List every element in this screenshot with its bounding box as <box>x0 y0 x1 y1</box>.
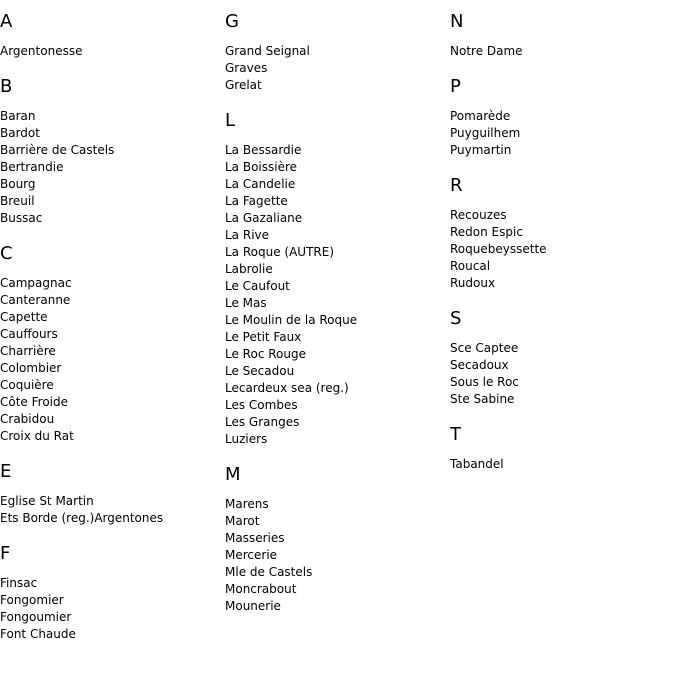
group-letter-heading: F <box>0 543 11 564</box>
group-item-list <box>225 43 445 94</box>
group-letter-heading: R <box>450 175 463 196</box>
place-item[interactable]: Marot <box>225 514 260 528</box>
place-item[interactable]: Crabidou <box>0 412 55 426</box>
place-item[interactable]: La Bessardie <box>225 143 302 157</box>
letter-group-p <box>450 75 670 159</box>
index-column-3 <box>450 10 670 488</box>
place-item[interactable]: Secadoux <box>450 358 509 372</box>
letter-group-m <box>225 463 445 615</box>
letter-group-e <box>0 460 220 527</box>
group-letter-heading: T <box>450 424 461 445</box>
place-item[interactable]: Fongomier <box>0 593 64 607</box>
place-item[interactable]: Pomarède <box>450 109 511 123</box>
place-item[interactable]: Sce Captee <box>450 341 519 355</box>
letter-group-r <box>450 174 670 292</box>
place-item[interactable]: Le Petit Faux <box>225 330 302 344</box>
place-item[interactable]: Ets Borde (reg.)Argentones <box>0 511 164 525</box>
place-item[interactable]: Font Chaude <box>0 627 76 641</box>
place-item[interactable]: Eglise St Martin <box>0 494 94 508</box>
place-item[interactable]: Masseries <box>225 531 285 545</box>
group-item-list <box>450 456 670 473</box>
place-item[interactable]: Puymartin <box>450 143 512 157</box>
place-item[interactable]: Côte Froide <box>0 395 68 409</box>
place-item[interactable]: Charrière <box>0 344 56 358</box>
place-item[interactable]: Colombier <box>0 361 62 375</box>
place-item[interactable]: La Boissière <box>225 160 298 174</box>
letter-group-a <box>0 10 220 60</box>
place-item[interactable]: Cauffours <box>0 327 58 341</box>
index-column-2 <box>225 10 445 630</box>
place-item[interactable]: Redon Espic <box>450 225 523 239</box>
place-item[interactable]: Croix du Rat <box>0 429 74 443</box>
place-item[interactable]: La Candelie <box>225 177 296 191</box>
group-letter-heading: P <box>450 76 461 97</box>
place-item[interactable]: Argentonesse <box>0 44 83 58</box>
place-item[interactable]: Mercerie <box>225 548 278 562</box>
place-item[interactable]: Campagnac <box>0 276 72 290</box>
place-item[interactable]: Notre Dame <box>450 44 523 58</box>
place-item[interactable]: Bourg <box>0 177 36 191</box>
place-item[interactable]: Fongoumier <box>0 610 72 624</box>
place-item[interactable]: Le Secadou <box>225 364 295 378</box>
place-item[interactable]: Recouzes <box>450 208 507 222</box>
group-letter-heading: B <box>0 76 13 97</box>
group-item-list <box>0 43 220 60</box>
place-item[interactable]: Sous le Roc <box>450 375 519 389</box>
place-item[interactable]: Mounerie <box>225 599 281 613</box>
place-item[interactable]: Le Moulin de la Roque <box>225 313 358 327</box>
group-letter-heading: S <box>450 308 462 329</box>
group-item-list <box>225 496 445 615</box>
letter-group-b <box>0 75 220 227</box>
letter-group-l <box>225 109 445 448</box>
place-item[interactable]: Marens <box>225 497 269 511</box>
place-item[interactable]: Capette <box>0 310 48 324</box>
place-item[interactable]: La Fagette <box>225 194 288 208</box>
place-item[interactable]: Baran <box>0 109 36 123</box>
group-item-list <box>0 575 220 643</box>
group-item-list <box>450 207 670 292</box>
place-item[interactable]: Mle de Castels <box>225 565 313 579</box>
group-letter-heading: N <box>450 11 464 32</box>
place-item[interactable]: Grelat <box>225 78 262 92</box>
place-item[interactable]: Roucal <box>450 259 491 273</box>
place-item[interactable]: Roquebeyssette <box>450 242 547 256</box>
group-letter-heading: E <box>0 461 12 482</box>
place-item[interactable]: La Rive <box>225 228 270 242</box>
group-item-list <box>450 108 670 159</box>
group-item-list <box>450 340 670 408</box>
place-item[interactable]: Graves <box>225 61 268 75</box>
place-item[interactable]: Le Roc Rouge <box>225 347 306 361</box>
group-item-list <box>0 275 220 445</box>
place-item[interactable]: Bertrandie <box>0 160 64 174</box>
place-item[interactable]: Luziers <box>225 432 268 446</box>
group-item-list <box>0 493 220 527</box>
place-item[interactable]: Lecardeux sea (reg.) <box>225 381 349 395</box>
group-item-list <box>0 108 220 227</box>
place-item[interactable]: Canteranne <box>0 293 71 307</box>
place-item[interactable]: Breuil <box>0 194 35 208</box>
group-item-list <box>225 142 445 448</box>
letter-group-s <box>450 307 670 408</box>
letter-group-n <box>450 10 670 60</box>
place-item[interactable]: Coquière <box>0 378 54 392</box>
place-item[interactable]: Finsac <box>0 576 38 590</box>
group-letter-heading: C <box>0 243 13 264</box>
place-item[interactable]: La Roque (AUTRE) <box>225 245 335 259</box>
group-letter-heading: A <box>0 11 13 32</box>
place-item[interactable]: Les Granges <box>225 415 300 429</box>
place-item[interactable]: Bussac <box>0 211 43 225</box>
group-letter-heading: L <box>225 110 236 131</box>
place-item[interactable]: Le Mas <box>225 296 267 310</box>
place-item[interactable]: Moncrabout <box>225 582 297 596</box>
letter-group-c <box>0 242 220 445</box>
letter-group-f <box>0 542 220 643</box>
place-item[interactable]: Labrolie <box>225 262 273 276</box>
group-letter-heading: G <box>225 11 239 32</box>
letter-group-g <box>225 10 445 94</box>
place-item[interactable]: Grand Seignal <box>225 44 310 58</box>
place-item[interactable]: Bardot <box>0 126 40 140</box>
group-letter-heading: M <box>225 464 241 485</box>
place-item[interactable]: Puyguilhem <box>450 126 521 140</box>
letter-group-t <box>450 423 670 473</box>
place-item[interactable]: Barrière de Castels <box>0 143 115 157</box>
index-column-1 <box>0 10 220 658</box>
place-item[interactable]: Rudoux <box>450 276 496 290</box>
place-item[interactable]: Ste Sabine <box>450 392 515 406</box>
place-item[interactable]: Les Combes <box>225 398 298 412</box>
group-item-list <box>450 43 670 60</box>
place-item[interactable]: Tabandel <box>450 457 504 471</box>
place-item[interactable]: La Gazaliane <box>225 211 303 225</box>
place-item[interactable]: Le Caufout <box>225 279 290 293</box>
